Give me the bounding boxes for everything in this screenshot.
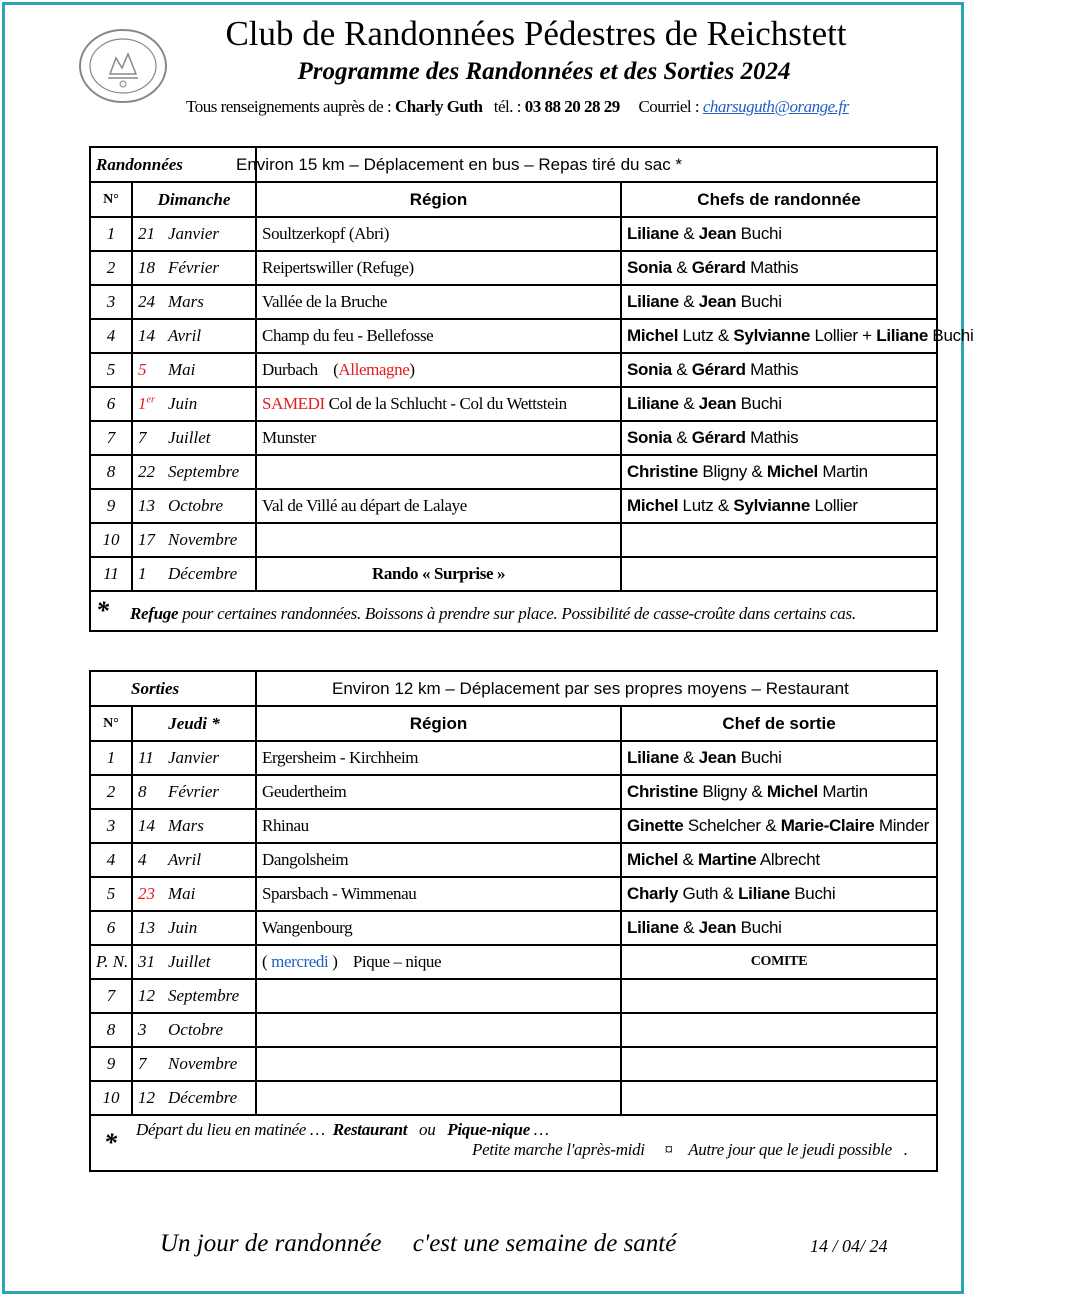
row-region: Rando « Surprise »: [371, 564, 506, 583]
table-row: [90, 741, 937, 775]
row-region-prefix: SAMEDI: [262, 394, 325, 413]
row-region-cell: [256, 1047, 621, 1081]
row-region-cell: [256, 809, 621, 843]
row-num: 4: [90, 843, 132, 877]
table-row: [90, 421, 937, 455]
row-month: Mai: [168, 884, 196, 903]
note-ellipsis: …: [533, 1120, 549, 1139]
row-date: [132, 741, 256, 775]
row-region-extra: (Allemagne): [333, 360, 415, 379]
row-region: Soultzerkopf (Abri): [262, 224, 389, 243]
col-num-header: N°: [90, 182, 132, 217]
row-date: [132, 251, 256, 285]
table-row: [90, 911, 937, 945]
sorties-rows: [90, 741, 937, 1115]
row-day: 8: [138, 782, 147, 801]
row-region-cell: [256, 843, 621, 877]
row-date: [132, 421, 256, 455]
row-date: [132, 217, 256, 251]
row-region-cell: [256, 911, 621, 945]
row-chefs: Ginette Schelcher & Marie-Claire Minder: [621, 809, 937, 843]
row-chefs: [621, 557, 937, 591]
row-date: [132, 979, 256, 1013]
row-month: Juillet: [168, 428, 211, 447]
randonnees-header-row: [90, 182, 937, 217]
row-month: Mars: [168, 816, 204, 835]
row-day: 22: [138, 462, 155, 481]
row-num: 10: [90, 523, 132, 557]
row-region-cell: [256, 741, 621, 775]
row-month: Janvier: [168, 748, 219, 767]
row-chefs: Liliane & Jean Buchi: [621, 741, 937, 775]
table-row: [90, 877, 937, 911]
row-num: P. N.: [90, 945, 132, 979]
row-day: 12: [138, 1088, 155, 1107]
row-num: 8: [90, 455, 132, 489]
row-chefs: Christine Bligny & Michel Martin: [621, 455, 937, 489]
sorties-title-row: [90, 671, 937, 706]
row-day: 23: [138, 884, 155, 903]
row-region-cell: [256, 489, 621, 523]
row-chefs: Christine Bligny & Michel Martin: [621, 775, 937, 809]
row-chefs: Liliane & Jean Buchi: [621, 911, 937, 945]
table-row: [90, 353, 937, 387]
row-date: [132, 1081, 256, 1115]
randonnees-description: Environ 15 km – Déplacement en bus – Repas tiré du sac *: [256, 147, 937, 182]
table-row: [90, 319, 937, 353]
row-month: Juin: [168, 918, 198, 937]
row-num: 9: [90, 489, 132, 523]
row-month: Février: [168, 782, 219, 801]
randonnees-note: [90, 591, 937, 631]
row-num: 1: [90, 217, 132, 251]
col-region-header: Région: [256, 706, 621, 741]
row-date: [132, 285, 256, 319]
row-date: [132, 843, 256, 877]
contact-prefix: Tous renseignements auprès de :: [186, 97, 392, 116]
row-day: 14: [138, 326, 155, 345]
row-date: [132, 557, 256, 591]
row-num: 2: [90, 251, 132, 285]
note-end: .: [903, 1140, 908, 1159]
row-region: Geudertheim: [262, 782, 347, 801]
row-num: 9: [90, 1047, 132, 1081]
row-region: Durbach: [262, 360, 318, 379]
row-num: 7: [90, 421, 132, 455]
note-ou: ou: [419, 1120, 436, 1139]
randonnees-rows: [90, 217, 974, 591]
row-region-cell: [256, 557, 621, 591]
row-num: 3: [90, 809, 132, 843]
note-restaurant: Restaurant: [332, 1120, 408, 1139]
row-month: Décembre: [168, 1088, 238, 1107]
row-num: 10: [90, 1081, 132, 1115]
randonnees-note-row: [90, 591, 937, 631]
row-region: Val de Villé au départ de Lalaye: [262, 496, 467, 515]
row-region-cell: [256, 251, 621, 285]
row-chefs: Liliane & Jean Buchi: [621, 387, 937, 421]
note-depart: Départ du lieu en matinée …: [136, 1120, 325, 1139]
row-num: 3: [90, 285, 132, 319]
randonnees-table: [89, 146, 974, 632]
table-row: [90, 843, 937, 877]
contact-line: [186, 97, 849, 117]
table-row: [90, 775, 937, 809]
document-date: 14 / 04/ 24: [810, 1236, 888, 1256]
row-month: Septembre: [168, 986, 240, 1005]
note-refuge: Refuge: [130, 604, 179, 623]
email-link[interactable]: charsuguth@orange.fr: [702, 97, 849, 116]
sorties-note-row: [90, 1115, 937, 1171]
sorties-note: [90, 1115, 937, 1171]
footer-motto: [160, 1230, 676, 1258]
row-region-cell: [256, 979, 621, 1013]
row-region: Dangolsheim: [262, 850, 349, 869]
row-region: Wangenbourg: [262, 918, 353, 937]
table-row: [90, 523, 937, 557]
randonnees-title: Randonnées: [90, 147, 256, 182]
row-date: [132, 319, 256, 353]
row-date: [132, 775, 256, 809]
randonnees-title-row: [90, 147, 937, 182]
row-chefs: Liliane & Jean Buchi: [621, 217, 937, 251]
row-region-cell: [256, 353, 621, 387]
table-row: [90, 387, 937, 421]
row-date: [132, 911, 256, 945]
note-autre-jour: Autre jour que le jeudi possible: [688, 1140, 892, 1159]
row-region: Col de la Schlucht - Col du Wettstein: [328, 394, 567, 413]
row-day: 18: [138, 258, 155, 277]
row-region-cell: [256, 945, 621, 979]
row-day: 1: [138, 564, 147, 583]
row-day: 17: [138, 530, 155, 549]
program-subtitle: Programme des Randonnées et des Sorties 2024: [297, 58, 791, 85]
row-num: 1: [90, 741, 132, 775]
tel-label: tél. :: [493, 97, 521, 116]
club-title: Club de Randonnées Pédestres de Reichstett: [225, 14, 847, 53]
row-num: 5: [90, 877, 132, 911]
row-region: Sparsbach - Wimmenau: [262, 884, 417, 903]
row-day: 1er: [138, 394, 155, 413]
row-chefs: Michel & Martine Albrecht: [621, 843, 937, 877]
email-label: Courriel :: [638, 97, 700, 116]
row-month: Mars: [168, 292, 204, 311]
row-month: Avril: [168, 326, 202, 345]
row-region-cell: [256, 775, 621, 809]
tel-number: 03 88 20 28 29: [524, 97, 620, 116]
note-pique-nique: Pique-nique: [447, 1120, 530, 1139]
row-chefs: Michel Lutz & Sylvianne Lollier: [621, 489, 937, 523]
row-date: [132, 489, 256, 523]
row-region: Rhinau: [262, 816, 309, 835]
row-month: Décembre: [168, 564, 238, 583]
row-region-cell: [256, 523, 621, 557]
row-day: 5: [138, 360, 147, 379]
row-num: 7: [90, 979, 132, 1013]
table-row: [90, 1047, 937, 1081]
contact-name: Charly Guth: [394, 97, 483, 116]
row-chefs: [621, 1013, 937, 1047]
row-day: 21: [138, 224, 155, 243]
col-day-header: Jeudi *: [132, 706, 256, 741]
row-date: [132, 1013, 256, 1047]
row-region-day: ( mercredi ): [262, 952, 338, 971]
motto-part-1: Un jour de randonnée: [160, 1230, 382, 1257]
row-month: Mai: [168, 360, 196, 379]
note-symbol: ¤: [664, 1140, 673, 1159]
row-date: [132, 455, 256, 489]
row-chefs: [621, 979, 937, 1013]
note-text: pour certaines randonnées. Boissons à prendre sur place. Possibilité de casse-croûte dans certains cas.: [182, 604, 856, 623]
col-chefs-header: Chef de sortie: [621, 706, 937, 741]
row-chefs: Liliane & Jean Buchi: [621, 285, 937, 319]
row-day: 12: [138, 986, 155, 1005]
row-region-cell: [256, 319, 621, 353]
row-month: Avril: [168, 850, 202, 869]
row-region: Vallée de la Bruche: [262, 292, 388, 311]
row-date: [132, 809, 256, 843]
row-chefs: Sonia & Gérard Mathis: [621, 353, 937, 387]
row-chefs: Sonia & Gérard Mathis: [621, 421, 937, 455]
row-day: 24: [138, 292, 155, 311]
col-region-header: Région: [256, 182, 621, 217]
row-month: Juillet: [168, 952, 211, 971]
row-region: Ergersheim - Kirchheim: [262, 748, 419, 767]
table-row: [90, 945, 937, 979]
sorties-table: [89, 670, 938, 1172]
row-chefs: Charly Guth & Liliane Buchi: [621, 877, 937, 911]
row-num: 8: [90, 1013, 132, 1047]
row-day: 4: [138, 850, 147, 869]
row-region-cell: [256, 455, 621, 489]
note-petite-marche: Petite marche l'après-midi: [472, 1140, 645, 1159]
row-month: Novembre: [168, 530, 238, 549]
row-region-cell: [256, 421, 621, 455]
row-chefs: [621, 1047, 937, 1081]
note-star: *: [104, 1128, 117, 1157]
table-row: [90, 809, 937, 843]
row-num: 2: [90, 775, 132, 809]
row-region-cell: [256, 877, 621, 911]
row-chefs: Michel Lutz & Sylvianne Lollier + Liliane Buchi: [621, 319, 937, 353]
row-region-cell: [256, 285, 621, 319]
row-region: Munster: [262, 428, 316, 447]
row-num: 11: [90, 557, 132, 591]
row-num: 4: [90, 319, 132, 353]
row-num: 6: [90, 387, 132, 421]
row-day: 13: [138, 918, 155, 937]
row-region-cell: [256, 387, 621, 421]
col-day-header: Dimanche: [132, 182, 256, 217]
row-num: 6: [90, 911, 132, 945]
col-num-header: N°: [90, 706, 132, 741]
table-row: [90, 979, 937, 1013]
row-day: 14: [138, 816, 155, 835]
row-chefs: COMITE: [621, 945, 937, 979]
row-month: Septembre: [168, 462, 240, 481]
row-region: Champ du feu - Bellefosse: [262, 326, 434, 345]
row-month: Janvier: [168, 224, 219, 243]
row-chefs: [621, 1081, 937, 1115]
row-day: 13: [138, 496, 155, 515]
row-day: 3: [138, 1020, 147, 1039]
row-date: [132, 1047, 256, 1081]
table-row: [90, 455, 937, 489]
row-month: Juin: [168, 394, 198, 413]
row-region-cell: [256, 1013, 621, 1047]
note-star: *: [96, 596, 109, 625]
row-day: 7: [138, 428, 147, 447]
row-date: [132, 523, 256, 557]
row-day: 31: [138, 952, 155, 971]
row-month: Octobre: [168, 496, 224, 515]
motto-part-2: c'est une semaine de santé: [412, 1230, 677, 1257]
table-row: [90, 217, 937, 251]
row-month: Novembre: [168, 1054, 238, 1073]
row-region: Reipertswiller (Refuge): [262, 258, 414, 277]
row-date: [132, 387, 256, 421]
table-row: [90, 1013, 937, 1047]
row-date: [132, 353, 256, 387]
row-region: Pique – nique: [352, 952, 442, 971]
table-row: [90, 1081, 937, 1115]
row-month: Octobre: [168, 1020, 224, 1039]
sorties-header-row: [90, 706, 937, 741]
table-row: [90, 489, 937, 523]
row-region-cell: [256, 217, 621, 251]
sorties-description: Environ 12 km – Déplacement par ses propres moyens – Restaurant: [256, 671, 937, 706]
row-date: [132, 877, 256, 911]
table-row: [90, 557, 937, 591]
row-day: 7: [138, 1054, 147, 1073]
row-chefs: [621, 523, 937, 557]
table-row: [90, 251, 937, 285]
col-chefs-header: Chefs de randonnée: [621, 182, 937, 217]
table-row: [90, 285, 937, 319]
row-date: [132, 945, 256, 979]
row-region-cell: [256, 1081, 621, 1115]
sorties-title: Sorties: [90, 671, 256, 706]
row-day: 11: [138, 748, 154, 767]
row-chefs: Sonia & Gérard Mathis: [621, 251, 937, 285]
row-num: 5: [90, 353, 132, 387]
row-month: Février: [168, 258, 219, 277]
